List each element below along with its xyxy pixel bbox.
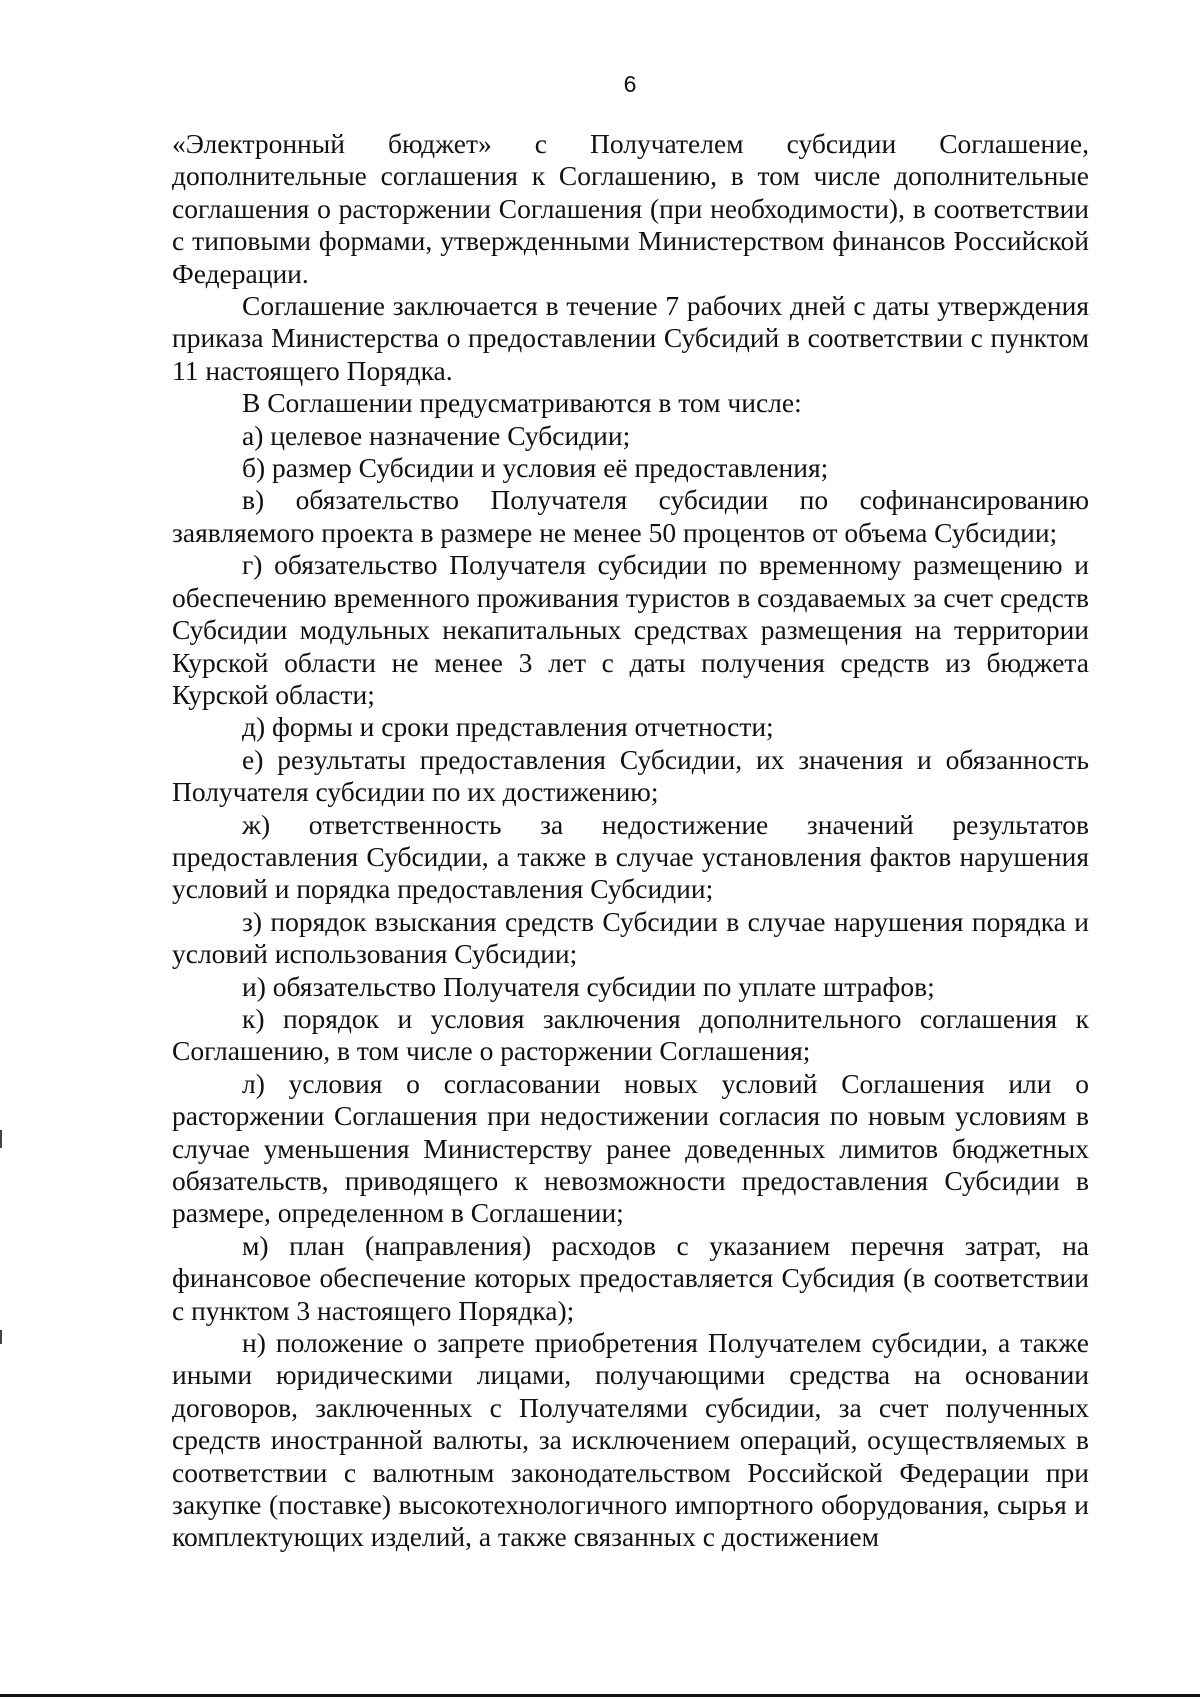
list-item-l: л) условия о согласовании новых условий Соглашения или о расторжении Соглашения при недостижении согласия по новым условиям в случае уменьшения Министерству ранее доведенных лимитов бюджетных обязательств, приводящего к невозможности предоставления Субсидии в размере, определенном в Соглашении; xyxy=(172,1067,1089,1229)
list-item-v: в) обязательство Получателя субсидии по софинансированию заявляемого проекта в размере не менее 50 процентов от объема Субсидии; xyxy=(172,484,1089,548)
list-item-k: к) порядок и условия заключения дополнительного соглашения к Соглашению, в том числе о расторжении Соглашения; xyxy=(172,1002,1089,1067)
list-item-i: и) обязательство Получателя субсидии по уплате штрафов; xyxy=(242,970,935,1002)
list-item-g: г) обязательство Получателя субсидии по временному размещению и обеспечению временного проживания туристов в создаваемых за счет средств Субсидии модульных некапитальных средствах размещения на территории Курской области не менее 3 лет с даты получения средств из бюджета Курской области; xyxy=(172,549,1089,710)
list-item-m: м) план (направления) расходов с указанием перечня затрат, на финансовое обеспечение которых предоставляется Субсидия (в соответствии с пунктом 3 настоящего Порядка); xyxy=(172,1229,1089,1326)
list-item-b: б) размер Субсидии и условия её предоставления; xyxy=(242,452,829,484)
list-item-a: а) целевое назначение Субсидии; xyxy=(242,419,631,451)
paragraph-agreement-term: Соглашение заключается в течение 7 рабочих дней с даты утверждения приказа Министерства о предоставлении Субсидий в соответствии с пунктом 11 настоящего Порядка. xyxy=(172,290,1089,386)
paragraph-agreement-provisions: В Соглашении предусматриваются в том числе: xyxy=(242,387,802,419)
list-item-n: н) положение о запрете приобретения Получателем субсидии, а также иными юридическими лицами, получающими средства на основании договоров, заключенных с Получателями субсидии, за счет полученных средств иностранной валюты, за исключением операций, осуществляемых в соответствии с валютным законодательством Российской Федерации при закупке (поставке) высокотехнологичного импортного оборудования, сырья и комплектующих изделий, а также связанных с достижением xyxy=(172,1327,1089,1553)
paragraph-continuation: «Электронный бюджет» с Получателем субсидии Соглашение, дополнительные соглашения к Соглашению, в том числе дополнительные соглашения о расторжении Соглашения (при необходимости), в соответствии с типовыми формами, утвержденными Министерством финансов Российской Федерации. xyxy=(172,128,1089,289)
list-item-d: д) формы и сроки представления отчетности; xyxy=(242,711,774,743)
list-item-z: з) порядок взыскания средств Субсидии в случае нарушения порядка и условий использования Субсидии; xyxy=(172,905,1089,970)
scan-edge-mark xyxy=(0,1330,2,1344)
page-number: 6 xyxy=(623,71,637,97)
list-item-e: е) результаты предоставления Субсидии, их значения и обязанность Получателя субсидии по их достижению; xyxy=(172,743,1089,808)
document-body xyxy=(172,128,1089,1554)
scan-edge-mark xyxy=(0,1130,2,1148)
scan-bottom-edge xyxy=(0,1694,1200,1697)
list-item-zh: ж) ответственность за недостижение значений результатов предоставления Субсидии, а также в случае установления фактов нарушения условий и порядка предоставления Субсидии; xyxy=(172,808,1089,905)
